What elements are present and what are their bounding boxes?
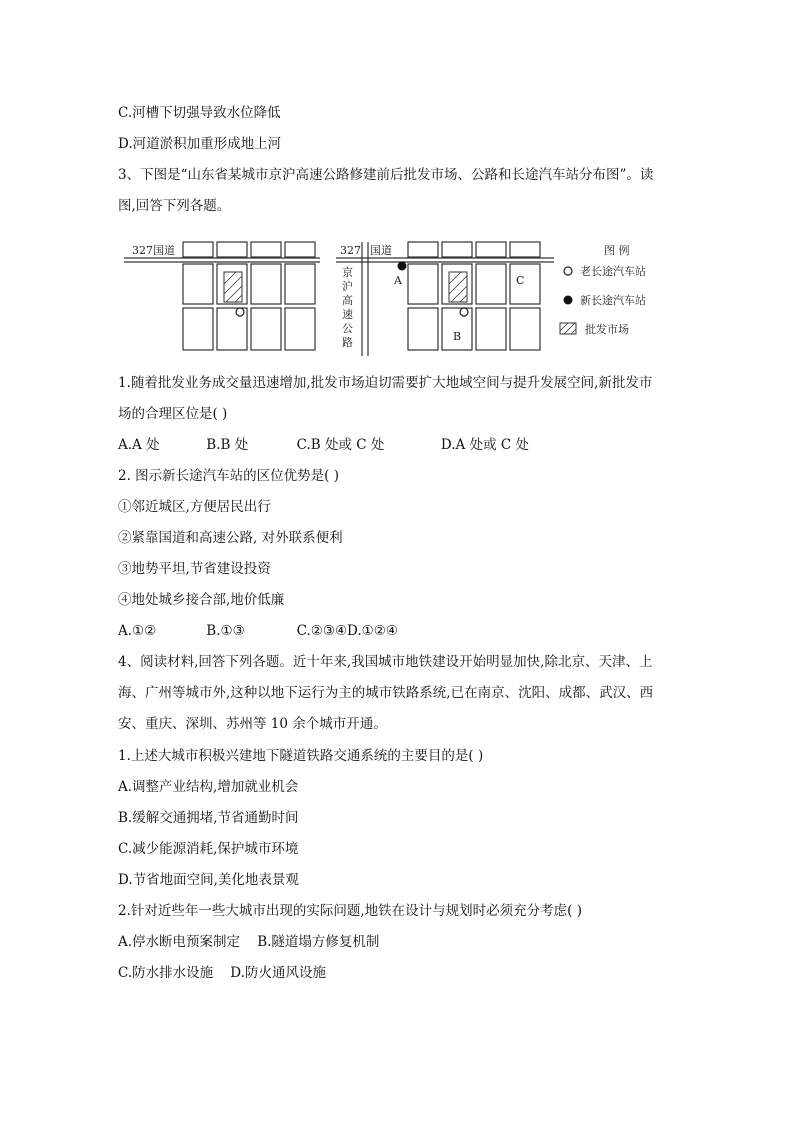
q4-intro-line-3: 安、重庆、深圳、苏州等 10 余个城市开通。 (118, 716, 387, 732)
map-before (124, 242, 320, 350)
location-a-label: A (394, 274, 402, 287)
old-bus-station-marker (460, 308, 468, 316)
q4-sub1-option-b: B.缓解交通拥堵,节省通勤时间 (118, 810, 299, 826)
national-road-327-number-right: 327 (340, 244, 361, 257)
city-block (408, 242, 438, 257)
legend-old-station-icon (564, 267, 572, 275)
city-block (476, 242, 506, 257)
city-block (183, 308, 213, 350)
city-block (251, 308, 281, 350)
q4-sub1-option-c: C.减少能源消耗,保护城市环境 (118, 841, 299, 857)
q3-intro-line-2: 图,回答下列各题。 (118, 198, 231, 214)
q3-sub2-option-a: A.①② (118, 623, 157, 639)
city-block (510, 308, 540, 350)
q3-sub1-option-c: C.B 处或 C 处 (296, 437, 385, 453)
city-block (217, 242, 247, 257)
q3-sub2-item-3: ③地势平坦,节省建设投资 (118, 561, 271, 577)
city-map-figure (118, 236, 678, 366)
q3-sub1-stem-line-2: 场的合理区位是( ) (118, 406, 228, 422)
q3-sub1-stem-line-1: 1.随着批发业务成交量迅速增加,批发市场迫切需要扩大地域空间与提升发展空间,新批发市 (118, 375, 653, 391)
city-block (183, 264, 213, 304)
q2-option-d: D.河道淤积加重形成地上河 (118, 136, 282, 152)
q3-sub2-options (118, 621, 678, 641)
legend-title: 图 例 (604, 244, 630, 257)
legend-market-label: 批发市场 (585, 323, 629, 336)
svg-text:沪: 沪 (342, 280, 353, 293)
old-bus-station-marker (236, 308, 244, 316)
location-b-label: B (453, 330, 462, 343)
location-c-label: C (516, 274, 525, 287)
q3-intro-line-1: 3、下图是“山东省某城市京沪高速公路修建前后批发市场、公路和长途汽车站分布图”。读 (118, 167, 654, 183)
q3-sub1-options (118, 435, 678, 455)
svg-text:高: 高 (342, 294, 353, 307)
q4-sub2-options-line-1: A.停水断电预案制定 B.隧道塌方修复机制 (118, 934, 380, 950)
city-block (476, 308, 506, 350)
svg-text:公: 公 (342, 322, 353, 335)
new-bus-station-marker (398, 262, 407, 271)
q3-sub1-option-a: A.A 处 (118, 437, 160, 453)
legend-new-station-icon (564, 296, 573, 305)
city-block (408, 264, 438, 304)
city-block (510, 264, 540, 304)
city-block (476, 264, 506, 304)
svg-text:路: 路 (342, 336, 353, 349)
q3-sub1-option-b: B.B 处 (206, 437, 249, 453)
jinghu-expressway-label (342, 265, 353, 349)
q3-sub2-item-4: ④地处城乡接合部,地价低廉 (118, 592, 285, 608)
q4-sub2-stem: 2.针对近些年一些大城市出现的实际问题,地铁在设计与规划时必须充分考虑( ) (118, 903, 582, 919)
q3-sub1-option-d: D.A 处或 C 处 (440, 437, 529, 453)
q2-option-c: C.河槽下切强导致水位降低 (118, 105, 281, 121)
q4-sub1-option-d: D.节省地面空间,美化地表景观 (118, 872, 299, 888)
city-block (251, 242, 281, 257)
city-block (285, 264, 315, 304)
city-block (510, 242, 540, 257)
q3-sub2-item-1: ①邻近城区,方便居民出行 (118, 499, 271, 515)
national-road-327-label-left: 327国道 (132, 244, 175, 257)
q3-sub2-option-cd: C.②③④D.①②④ (296, 623, 398, 639)
svg-text:京: 京 (342, 266, 353, 279)
map-after (336, 242, 554, 356)
legend-new-station-label: 新长途汽车站 (580, 294, 646, 307)
q4-intro-line-2: 海、广州等城市外,这种以地下运行为主的城市铁路系统,已在南京、沈阳、成都、武汉、西 (118, 685, 654, 701)
svg-text:速: 速 (342, 308, 353, 321)
city-block (251, 264, 281, 304)
city-block (285, 242, 315, 257)
legend-old-station-label: 老长途汽车站 (580, 265, 646, 278)
q4-sub1-option-a: A.调整产业结构,增加就业机会 (118, 779, 299, 795)
q3-sub2-stem: 2. 图示新长途汽车站的区位优势是( ) (118, 468, 339, 484)
q4-sub1-stem: 1.上述大城市积极兴建地下隧道铁路交通系统的主要目的是( ) (118, 748, 484, 764)
city-block (408, 308, 438, 350)
q3-sub2-option-b: B.①③ (206, 623, 245, 639)
national-road-label-right: 国道 (370, 244, 392, 257)
q3-sub2-item-2: ②紧靠国道和高速公路, 对外联系便利 (118, 530, 343, 546)
city-block (285, 308, 315, 350)
map-legend (560, 243, 646, 336)
q4-sub2-options-line-2: C.防水排水设施 D.防火通风设施 (118, 965, 326, 981)
city-block (442, 242, 472, 257)
city-block (183, 242, 213, 257)
q4-intro-line-1: 4、阅读材料,回答下列各题。近十年来,我国城市地铁建设开始明显加快,除北京、天津、上 (118, 654, 653, 670)
